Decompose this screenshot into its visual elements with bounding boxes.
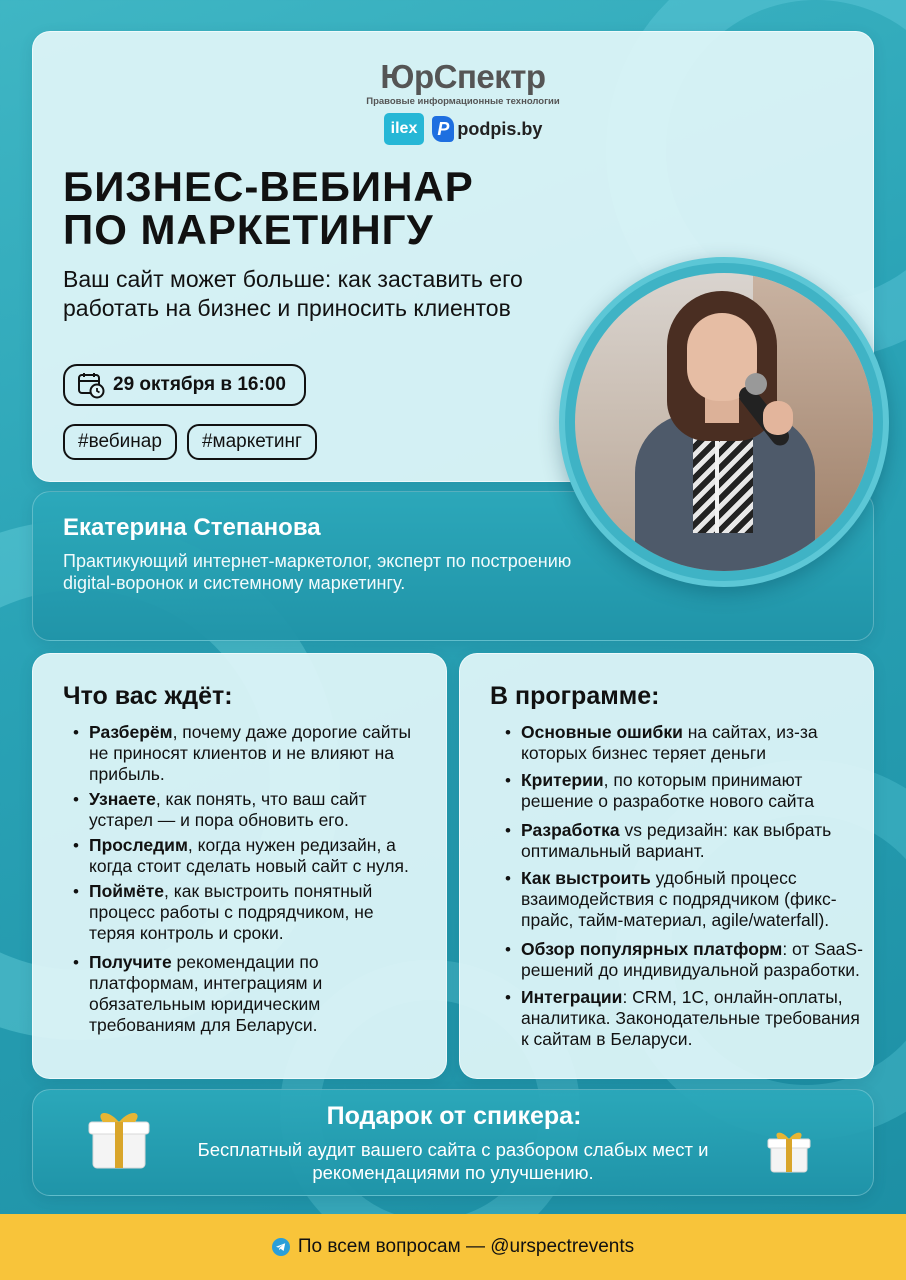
- telegram-icon[interactable]: [272, 1238, 290, 1256]
- partner-logos: [363, 113, 563, 145]
- speaker-photo: [559, 257, 889, 587]
- list-item: • Обзор популярных платформ: от SaaS-решений до индивидуальной разработки.: [505, 939, 865, 981]
- gift-title: Подарок от спикера:: [326, 1102, 582, 1130]
- program-card: [459, 653, 874, 1079]
- list-item: • Узнаете, как понять, что ваш сайт устарел — и пора обновить его.: [73, 789, 423, 831]
- title-line-2: ПО МАРКЕТИНГУ: [63, 206, 434, 253]
- expect-list: [73, 722, 423, 1040]
- date-text: 29 октября в 16:00: [113, 374, 286, 395]
- speaker-name: Екатерина Степанова: [63, 514, 321, 541]
- gift-box-icon: [765, 1126, 813, 1174]
- list-item: • Критерии, по которым принимают решение о разработке нового сайта: [505, 770, 865, 812]
- speaker-photo-image: [575, 273, 873, 571]
- title-line-1: БИЗНЕС-ВЕБИНАР: [63, 163, 474, 210]
- expect-card: [32, 653, 447, 1079]
- list-item: • Разберём, почему даже дорогие сайты не приносят клиентов и не влияют на прибыль.: [73, 722, 423, 785]
- list-item: • Разработка vs редизайн: как выбрать оптимальный вариант.: [505, 820, 865, 862]
- list-item: • Интеграции: CRM, 1С, онлайн-оплаты, аналитика. Законодательные требования к сайтам в Беларуси.: [505, 987, 865, 1050]
- contact-text[interactable]: По всем вопросам — @urspectrevents: [297, 1236, 635, 1257]
- page-title: [63, 165, 583, 251]
- list-item: • Проследим, когда нужен редизайн, а когда стоит сделать новый сайт с нуля.: [73, 835, 423, 877]
- podpis-label: podpis.by: [457, 118, 543, 139]
- speaker-description: Практикующий интернет-маркетолог, эксперт по построению digital-воронок и системному маркетингу.: [63, 551, 572, 593]
- tag-list: [63, 424, 317, 460]
- expect-title: Что вас ждёт:: [63, 682, 233, 710]
- gift-description: Бесплатный аудит вашего сайта с разбором слабых мест и рекомендациями по улучшению.: [197, 1139, 709, 1183]
- ilex-logo: ilex: [384, 113, 425, 145]
- list-item: • Получите рекомендации по платформам, интеграциям и обязательным юридическим требованиям для Беларуси.: [73, 952, 423, 1036]
- program-list: [505, 722, 865, 1054]
- contact-footer: [0, 1214, 906, 1280]
- gift-card: [32, 1089, 874, 1196]
- tag-marketing[interactable]: #маркетинг: [187, 424, 317, 460]
- brand-logo: [363, 60, 563, 145]
- brand-tagline: Правовые информационные технологии: [366, 96, 560, 107]
- brand-name: ЮрСпектр: [380, 58, 546, 95]
- podpis-logo: [432, 116, 542, 142]
- webinar-subtitle: Ваш сайт может больше: как заставить его работать на бизнес и приносить клиентов: [63, 266, 523, 321]
- date-badge: [63, 364, 306, 406]
- list-item: • Поймёте, как выстроить понятный процесс работы с подрядчиком, не теряя контроль и сроки.: [73, 881, 423, 944]
- list-item: • Как выстроить удобный процесс взаимодействия с подрядчиком (фикс-прайс, тайм-материал, agile/waterfall).: [505, 868, 865, 931]
- tag-webinar[interactable]: #вебинар: [63, 424, 177, 460]
- list-item: • Основные ошибки на сайтах, из-за которых бизнес теряет деньги: [505, 722, 865, 764]
- podpis-icon: P: [432, 116, 454, 142]
- program-title: В программе:: [490, 682, 660, 710]
- calendar-clock-icon: [77, 371, 105, 399]
